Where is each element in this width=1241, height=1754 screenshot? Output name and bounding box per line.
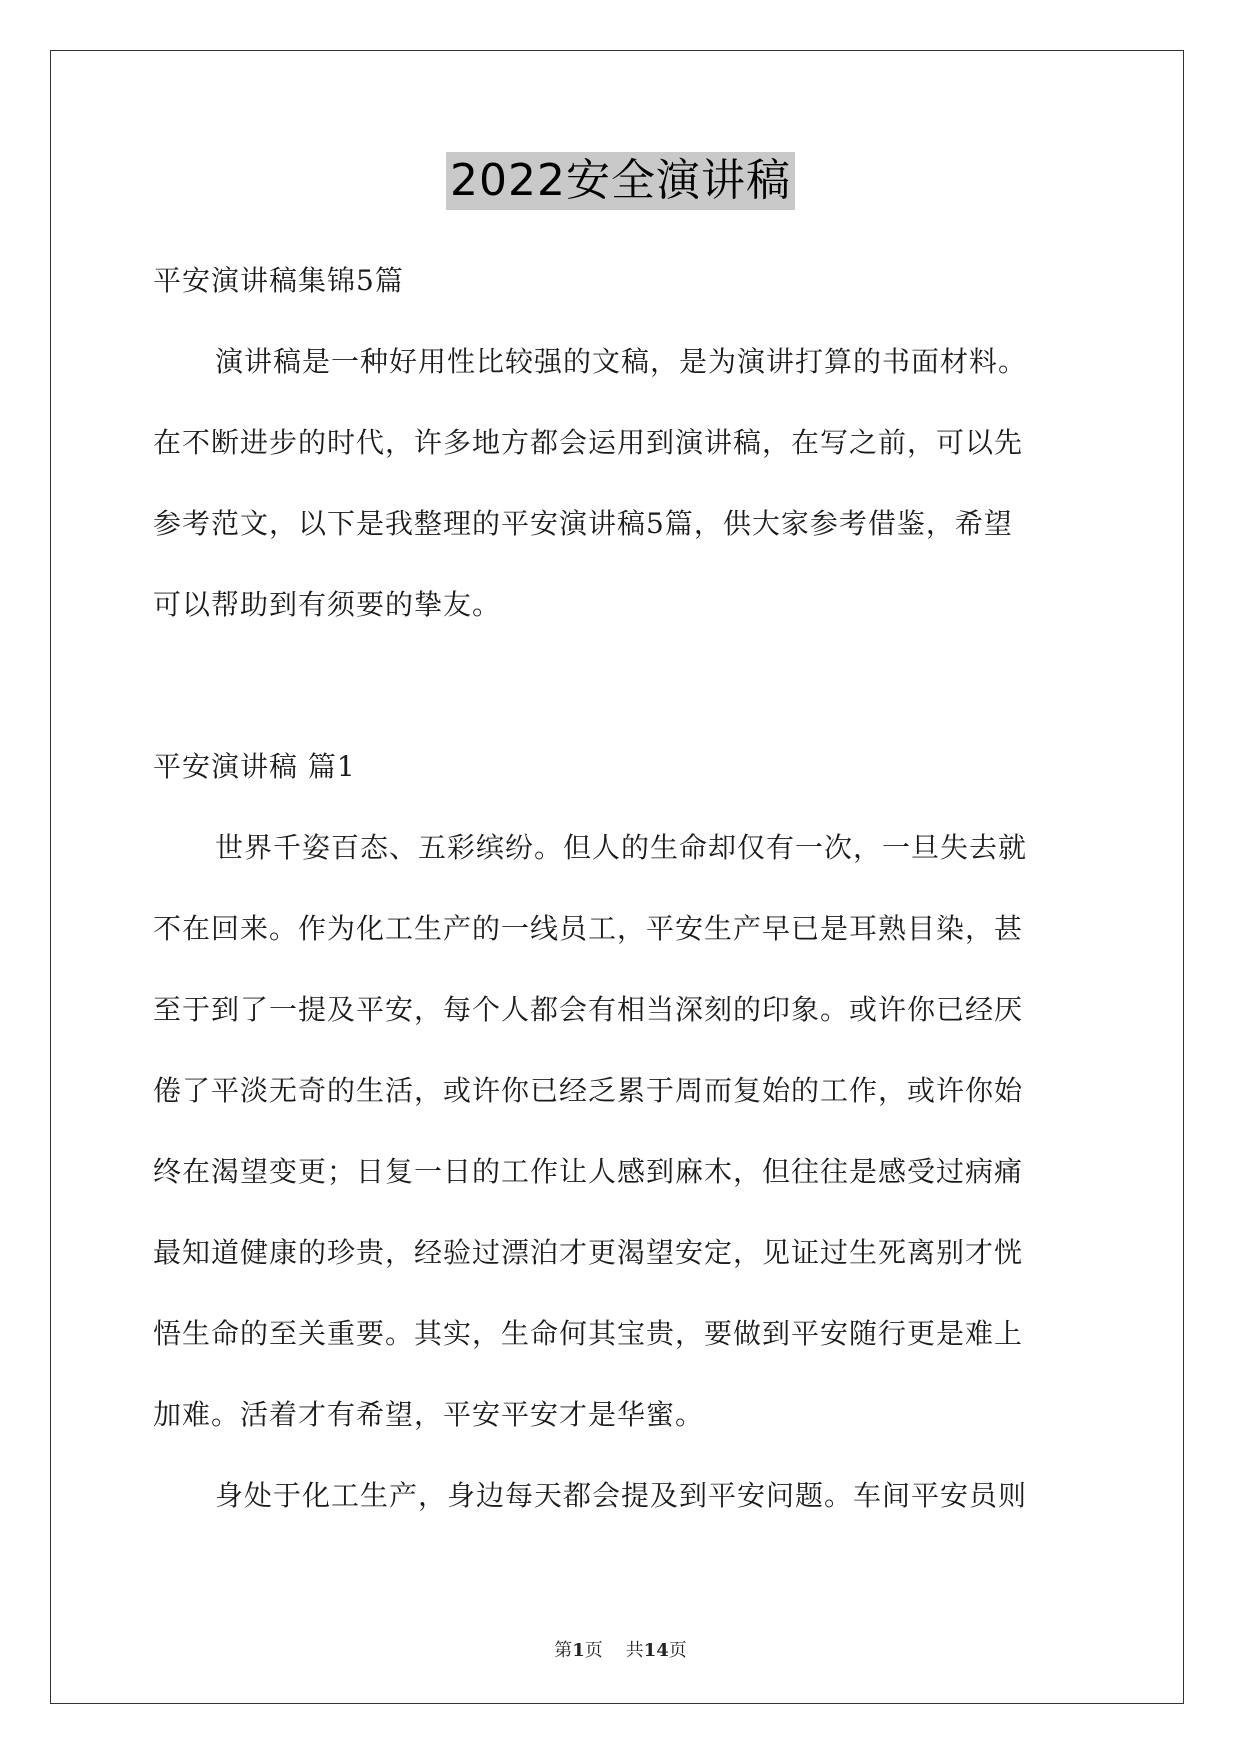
paragraph-line: 加难。活着才有希望，平安平安才是华蜜。 bbox=[153, 1398, 705, 1431]
footer-page-suffix: 页 bbox=[584, 1640, 603, 1661]
page-footer bbox=[0, 1636, 1241, 1662]
footer-total-pages: 14 bbox=[643, 1640, 669, 1661]
paragraph-line: 终在渴望变更；日复一日的工作让人感到麻木，但往往是感受过病痛 bbox=[153, 1155, 1024, 1188]
intro-line: 可以帮助到有须要的挚友。 bbox=[153, 588, 502, 621]
paragraph-line: 倦了平淡无奇的生活，或许你已经乏累于周而复始的工作，或许你始 bbox=[153, 1074, 1024, 1107]
footer-total-prefix: 共 bbox=[625, 1640, 644, 1661]
title-wrapper bbox=[0, 152, 1241, 210]
paragraph-line: 悟生命的至关重要。其实，生命何其宝贵，要做到平安随行更是难上 bbox=[153, 1317, 1024, 1350]
section-heading: 平安演讲稿 篇1 bbox=[153, 750, 356, 783]
footer-prefix: 第 bbox=[554, 1640, 573, 1661]
intro-line: 在不断进步的时代，许多地方都会运用到演讲稿，在写之前，可以先 bbox=[153, 426, 1024, 459]
paragraph-line: 不在回来。作为化工生产的一线员工，平安生产早已是耳熟目染，甚 bbox=[153, 912, 1024, 945]
intro-line: 参考范文，以下是我整理的平安演讲稿5篇，供大家参考借鉴，希望 bbox=[153, 507, 1013, 540]
intro-line: 演讲稿是一种好用性比较强的文稿，是为演讲打算的书面材料。 bbox=[215, 345, 1028, 378]
footer-total-suffix: 页 bbox=[668, 1640, 687, 1661]
blank-line bbox=[153, 645, 1093, 726]
footer-page-number: 1 bbox=[572, 1640, 585, 1661]
document-body bbox=[153, 240, 1093, 1536]
subtitle: 平安演讲稿集锦5篇 bbox=[153, 264, 404, 297]
paragraph-line: 世界千姿百态、五彩缤纷。但人的生命却仅有一次，一旦失去就 bbox=[215, 831, 1028, 864]
document-title: 2022安全演讲稿 bbox=[446, 152, 795, 210]
paragraph-line: 身处于化工生产，身边每天都会提及到平安问题。车间平安员则 bbox=[215, 1479, 1028, 1512]
paragraph-line: 至于到了一提及平安，每个人都会有相当深刻的印象。或许你已经厌 bbox=[153, 993, 1024, 1026]
paragraph-line: 最知道健康的珍贵，经验过漂泊才更渴望安定，见证过生死离别才恍 bbox=[153, 1236, 1024, 1269]
